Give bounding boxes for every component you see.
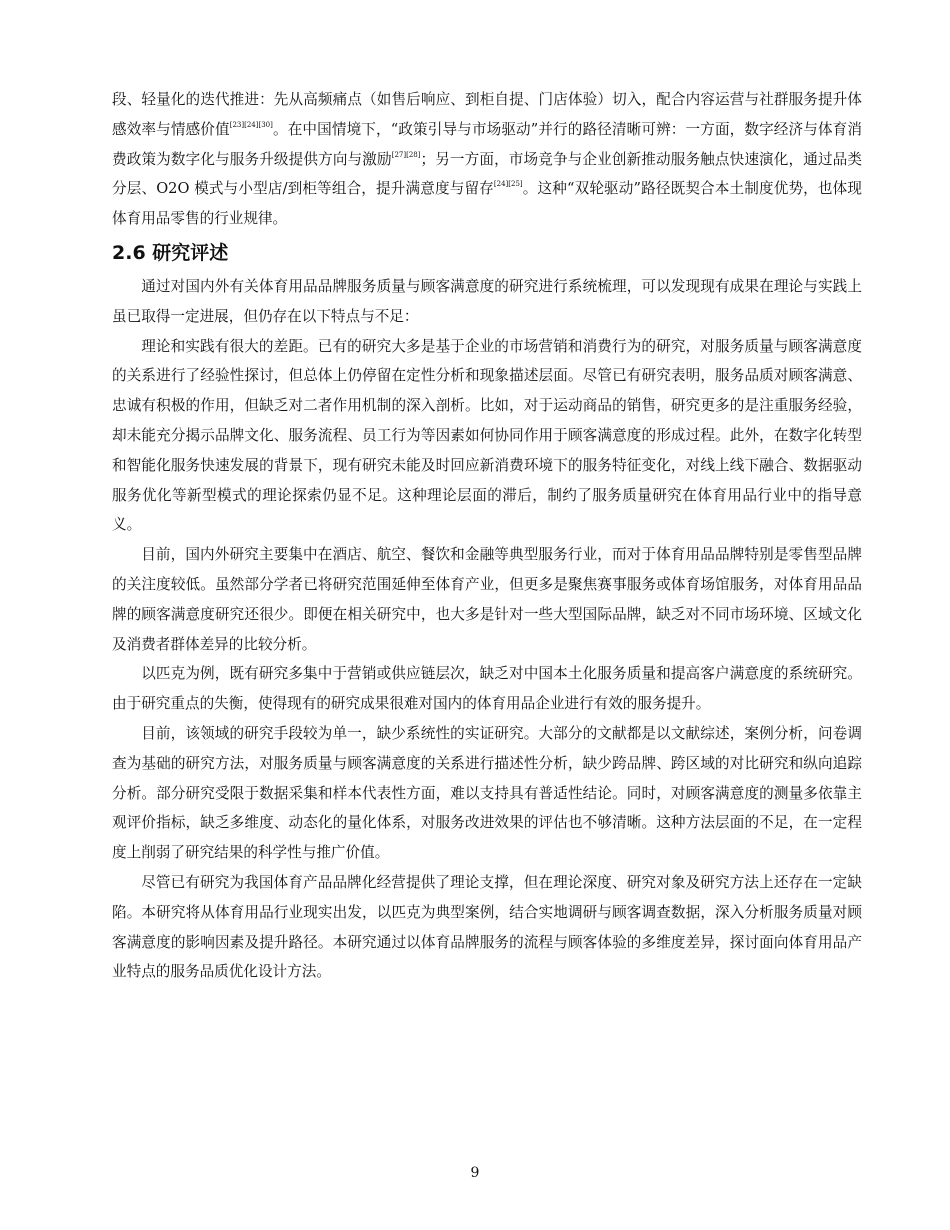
page-number: 9 <box>470 1165 480 1181</box>
review-paragraph-1: 通过对国内外有关体育用品品牌服务质量与顾客满意度的研究进行系统梳理，可以发现现有成果在理论与实践上虽已取得一定进展，但仍存在以下特点与不足： <box>112 277 862 325</box>
review-paragraph-3: 目前，国内外研究主要集中在酒店、航空、餐饮和金融等典型服务行业，而对于体育用品品牌特别是零售型品牌的关注度较低。虽然部分学者已将研究范围延伸至体育产业，但更多是聚焦赛事服务或体育场馆服务，对体育用品品牌的顾客满意度研究还很少。即便在相关研究中，也大多是针对一些大型国际品牌，缺乏对不同市场环境、区域文化及消费者群体差异的比较分析。 <box>112 546 862 653</box>
paragraph-text: 段、轻量化的迭代推进：先从高频痛点（如售后响应、到柜自提、门店体验）切入，配合内容运营与社群服务提升体感效率与情感价值 <box>112 91 862 138</box>
review-paragraph-4: 以匹克为例，既有研究多集中于营销或供应链层次，缺乏对中国本土化服务质量和提高客户满意度的系统研究。由于研究重点的失衡，使得现有的研究成果很难对国内的体育用品企业进行有效的服务提升。 <box>112 665 862 713</box>
paragraph-text: 。这种“双轮驱动”路径既契合本土制度优势，也体现体育用品零售的行业规律。 <box>112 180 862 228</box>
section-heading: 2.6 研究评述 <box>112 241 229 264</box>
continued-paragraph <box>112 85 862 234</box>
page-body <box>112 85 862 987</box>
citation-ref: [27][28] <box>391 150 421 159</box>
review-paragraph-2: 理论和实践有很大的差距。已有的研究大多是基于企业的市场营销和消费行为的研究，对服务质量与顾客满意度的关系进行了经验性探讨，但总体上仍停留在定性分析和现象描述层面。尽管已有研究表明，服务品质对顾客满意、忠诚有积极的作用，但缺乏对二者作用机制的深入剖析。比如，对于运动商品的销售，研究更多的是注重服务经验，却未能充分揭示品牌文化、服务流程、员工行为等因素如何协同作用于顾客满意度的形成过程。此外，在数字化转型和智能化服务快速发展的背景下，现有研究未能及时回应新消费环境下的服务特征变化，对线上线下融合、数据驱动服务优化等新型模式的理论探索仍显不足。这种理论层面的滞后，制约了服务质量研究在体育用品行业中的指导意义。 <box>112 337 862 534</box>
citation-ref: [23][24][30] <box>229 120 273 129</box>
paragraph-text: ；另一方面，市场竞争与企业创新推动服务触点快速演化，通过品类分层、O2O 模式与小型店/到柜等组合，提升满意度与留存 <box>112 150 862 198</box>
paragraph-text: 。在中国情境下，“政策引导与市场驱动”并行的路径清晰可辨：一方面，数字经济与体育消费政策为数字化与服务升级提供方向与激励 <box>112 120 862 168</box>
review-paragraph-6: 尽管已有研究为我国体育产品品牌化经营提供了理论支撑，但在理论深度、研究对象及研究方法上还存在一定缺陷。本研究将从体育用品行业现实出发，以匹克为典型案例，结合实地调研与顾客调查数据，深入分析服务质量对顾客满意度的影响因素及提升路径。本研究通过以体育品牌服务的流程与顾客体验的多维度差异，探讨面向体育用品产业特点的服务品质优化设计方法。 <box>112 873 862 981</box>
review-paragraph-5: 目前，该领域的研究手段较为单一，缺少系统性的实证研究。大部分的文献都是以文献综述，案例分析，问卷调查为基础的研究方法，对服务质量与顾客满意度的关系进行描述性分析，缺少跨品牌、跨区域的对比研究和纵向追踪分析。部分研究受限于数据采集和样本代表性方面，难以支持具有普适性结论。同时，对顾客满意度的测量多依靠主观评价指标，缺乏多维度、动态化的量化体系，对服务改进效果的评估也不够清晰。这种方法层面的不足，在一定程度上削弱了研究结果的科学性与推广价值。 <box>112 724 862 862</box>
citation-ref: [24][25] <box>493 180 523 189</box>
